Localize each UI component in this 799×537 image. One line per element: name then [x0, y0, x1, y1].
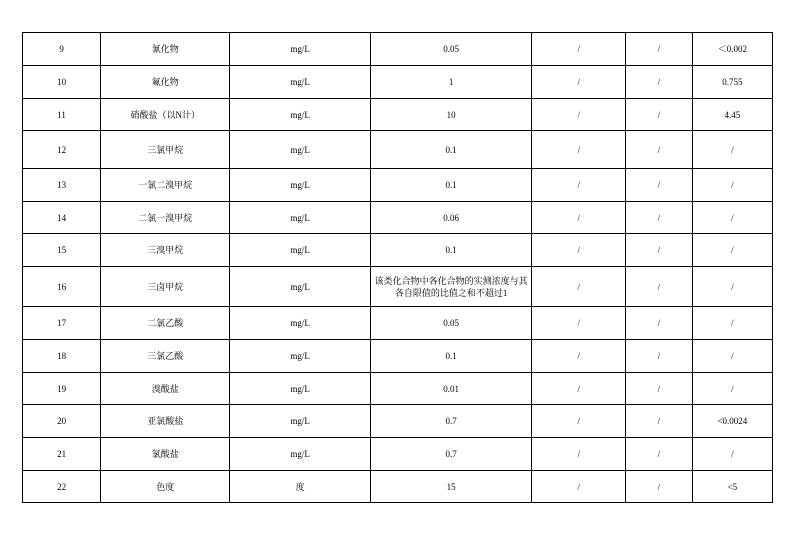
col5-cell: / — [532, 373, 626, 405]
col6-cell: / — [626, 99, 693, 131]
col5-cell: / — [532, 202, 626, 234]
table-row — [23, 131, 773, 169]
result-cell: / — [692, 307, 772, 340]
unit-cell: mg/L — [230, 438, 371, 471]
result-cell: <5 — [692, 471, 772, 503]
item-name-cell: 三氯甲烷 — [101, 131, 230, 169]
result-cell: / — [692, 234, 772, 267]
result-cell: / — [692, 202, 772, 234]
col6-cell: / — [626, 131, 693, 169]
limit-cell: 0.7 — [370, 438, 531, 471]
result-cell: <0.0024 — [692, 405, 772, 438]
index-cell: 12 — [23, 131, 101, 169]
item-name-cell: 氟化物 — [101, 66, 230, 99]
table-row — [23, 202, 773, 234]
unit-cell: 度 — [230, 471, 371, 503]
table-row — [23, 234, 773, 267]
unit-cell: mg/L — [230, 33, 371, 66]
index-cell: 22 — [23, 471, 101, 503]
col5-cell: / — [532, 99, 626, 131]
item-name-cell: 二氯一溴甲烷 — [101, 202, 230, 234]
col6-cell: / — [626, 66, 693, 99]
col6-cell: / — [626, 202, 693, 234]
unit-cell: mg/L — [230, 131, 371, 169]
unit-cell: mg/L — [230, 234, 371, 267]
result-cell: 0.755 — [692, 66, 772, 99]
index-cell: 21 — [23, 438, 101, 471]
table-row — [23, 438, 773, 471]
table-row — [23, 33, 773, 66]
unit-cell: mg/L — [230, 99, 371, 131]
index-cell: 20 — [23, 405, 101, 438]
item-name-cell: 色度 — [101, 471, 230, 503]
table-row — [23, 267, 773, 307]
unit-cell: mg/L — [230, 267, 371, 307]
col5-cell: / — [532, 234, 626, 267]
col5-cell: / — [532, 307, 626, 340]
result-cell: / — [692, 340, 772, 373]
unit-cell: mg/L — [230, 340, 371, 373]
item-name-cell: 三溴甲烷 — [101, 234, 230, 267]
unit-cell: mg/L — [230, 307, 371, 340]
col5-cell: / — [532, 131, 626, 169]
index-cell: 17 — [23, 307, 101, 340]
unit-cell: mg/L — [230, 66, 371, 99]
table-row — [23, 169, 773, 202]
item-name-cell: 三氯乙酸 — [101, 340, 230, 373]
table-row — [23, 99, 773, 131]
index-cell: 14 — [23, 202, 101, 234]
table-row — [23, 340, 773, 373]
index-cell: 11 — [23, 99, 101, 131]
table-row — [23, 66, 773, 99]
limit-cell: 0.1 — [370, 234, 531, 267]
results-table — [22, 32, 773, 503]
item-name-cell: 氯酸盐 — [101, 438, 230, 471]
result-cell: ＜0.002 — [692, 33, 772, 66]
col6-cell: / — [626, 234, 693, 267]
results-table-body — [23, 33, 773, 503]
limit-cell: 0.1 — [370, 131, 531, 169]
unit-cell: mg/L — [230, 202, 371, 234]
limit-cell: 15 — [370, 471, 531, 503]
unit-cell: mg/L — [230, 405, 371, 438]
col5-cell: / — [532, 33, 626, 66]
table-row — [23, 405, 773, 438]
index-cell: 15 — [23, 234, 101, 267]
result-cell: / — [692, 267, 772, 307]
index-cell: 16 — [23, 267, 101, 307]
table-row — [23, 307, 773, 340]
table-row — [23, 373, 773, 405]
col5-cell: / — [532, 340, 626, 373]
col5-cell: / — [532, 471, 626, 503]
col5-cell: / — [532, 405, 626, 438]
index-cell: 13 — [23, 169, 101, 202]
limit-cell: 0.06 — [370, 202, 531, 234]
item-name-cell: 硝酸盐（以N计） — [101, 99, 230, 131]
item-name-cell: 二氯乙酸 — [101, 307, 230, 340]
item-name-cell: 溴酸盐 — [101, 373, 230, 405]
limit-cell: 10 — [370, 99, 531, 131]
col6-cell: / — [626, 169, 693, 202]
col5-cell: / — [532, 169, 626, 202]
unit-cell: mg/L — [230, 373, 371, 405]
limit-cell: 0.7 — [370, 405, 531, 438]
unit-cell: mg/L — [230, 169, 371, 202]
col6-cell: / — [626, 340, 693, 373]
col5-cell: / — [532, 438, 626, 471]
col6-cell: / — [626, 405, 693, 438]
result-cell: / — [692, 438, 772, 471]
col6-cell: / — [626, 471, 693, 503]
result-cell: 4.45 — [692, 99, 772, 131]
limit-cell: 1 — [370, 66, 531, 99]
limit-cell: 0.05 — [370, 33, 531, 66]
col6-cell: / — [626, 307, 693, 340]
item-name-cell: 亚氯酸盐 — [101, 405, 230, 438]
result-cell: / — [692, 169, 772, 202]
index-cell: 19 — [23, 373, 101, 405]
index-cell: 9 — [23, 33, 101, 66]
item-name-cell: 三卤甲烷 — [101, 267, 230, 307]
col5-cell: / — [532, 267, 626, 307]
col6-cell: / — [626, 33, 693, 66]
item-name-cell: 一氯二溴甲烷 — [101, 169, 230, 202]
limit-cell: 0.1 — [370, 169, 531, 202]
limit-cell: 该类化合物中各化合物的实测浓度与其各自限值的比值之和不超过1 — [370, 267, 531, 307]
limit-cell: 0.05 — [370, 307, 531, 340]
table-row — [23, 471, 773, 503]
limit-cell: 0.01 — [370, 373, 531, 405]
result-cell: / — [692, 373, 772, 405]
col6-cell: / — [626, 373, 693, 405]
index-cell: 18 — [23, 340, 101, 373]
result-cell: / — [692, 131, 772, 169]
col6-cell: / — [626, 267, 693, 307]
limit-cell: 0.1 — [370, 340, 531, 373]
col5-cell: / — [532, 66, 626, 99]
item-name-cell: 氰化物 — [101, 33, 230, 66]
col6-cell: / — [626, 438, 693, 471]
index-cell: 10 — [23, 66, 101, 99]
